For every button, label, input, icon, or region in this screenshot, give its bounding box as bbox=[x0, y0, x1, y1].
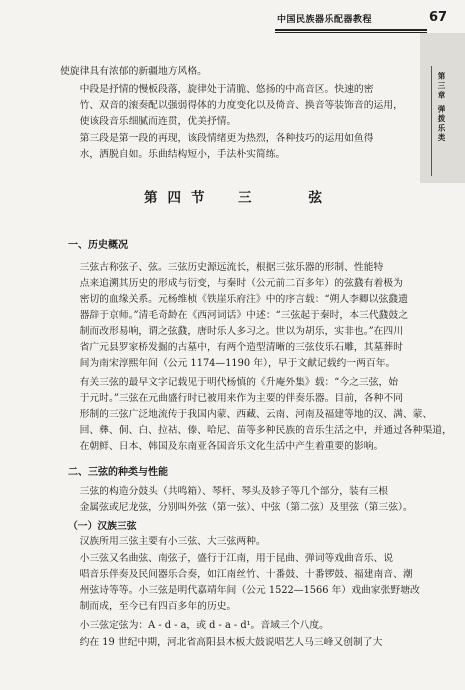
header-rule-thick bbox=[275, 29, 427, 31]
text-line: 中段是抒情的慢板段落，旋律处于清脆、悠扬的中高音区。快速的密 bbox=[79, 84, 374, 95]
heading-history: 一、历史概况 bbox=[68, 240, 128, 251]
header-rule-thin bbox=[275, 32, 427, 33]
text-line: 间为南宋淳熙年间（公元 1174—1190 年），早于文献记载约一两百年。 bbox=[79, 358, 396, 369]
text-line: 约在 19 世纪中期，河北省高阳县木板大鼓说唱艺人马三峰又创制了大 bbox=[79, 637, 383, 648]
text-line: 有关三弦的最早文字记载见于明代杨慎的《升庵外集》载：“今之三弦，始 bbox=[79, 377, 399, 388]
text-line: 汉族所用三弦主要有小三弦、大三弦两种。 bbox=[79, 536, 266, 547]
paragraph-2 bbox=[60, 82, 403, 130]
text-line: 省广元县罗家桥发掘的古墓中，有两个造型清晰的三弦伎乐石雕，其墓葬时 bbox=[79, 342, 403, 353]
paragraph-5 bbox=[60, 375, 452, 455]
text-line: 三弦的构造分鼓头（共鸣箱）、琴杆、琴头及轸子等几个部分，装有三根 bbox=[79, 486, 389, 497]
text-line: 形制的三弦广泛地流传于我国内蒙、西藏、云南、河南及福建等地的汉、满、蒙、 bbox=[79, 409, 433, 420]
chapter-edge-line bbox=[431, 66, 432, 176]
heading-types: 二、三弦的种类与性能 bbox=[68, 467, 168, 478]
text-line: 点来追溯其历史的形成与衍变，与秦时（公元前二百多年）的弦鼗有着极为 bbox=[79, 278, 403, 289]
text-line: 三弦古称弦子、弦。三弦历史源远流长，根据三弦乐器的形制、性能特 bbox=[79, 262, 384, 273]
text-line: 于元时。”三弦在元曲盛行时已被用来作为主要的伴奏乐器。目前，各种不同 bbox=[79, 393, 403, 404]
heading-han-sanxian: （一）汉族三弦 bbox=[68, 521, 137, 532]
section-title: 第四节 三 弦 bbox=[144, 190, 332, 206]
text-line: 金属弦或尼龙弦，分别叫外弦（第一弦）、中弦（第二弦）及里弦（第三弦）。 bbox=[79, 502, 413, 513]
paragraph-7 bbox=[60, 534, 266, 550]
text-line: 唱音乐伴奏及民间器乐合奏，如江南丝竹、十番鼓、十番锣鼓、福建南音、潮 bbox=[79, 569, 413, 580]
paragraph-4 bbox=[60, 260, 408, 372]
text-line: 器辞于京师。”清毛奇龄在《西河词话》中述：“三弦起于秦时，本三代鼗鼓之 bbox=[79, 310, 409, 321]
text-line: 第三段是第一段的再现，该段情绪更为热烈，各种技巧的运用如鱼得 bbox=[79, 133, 374, 144]
text-line: 小三弦又名曲弦、南弦子，盛行于江南，用于昆曲、弹词等戏曲音乐、说 bbox=[79, 553, 394, 564]
running-head: 中国民族器乐配器教程 bbox=[277, 15, 373, 25]
text-line: 密切的血缘关系。元杨维桢《铁崖乐府注》中的序言载：“朔人李卿以弦鼗遗 bbox=[79, 294, 408, 305]
text-line: 使旋律具有浓郁的新疆地方风格。 bbox=[60, 66, 207, 77]
text-line: 制而成，至今已有四百多年的历史。 bbox=[79, 601, 237, 612]
paragraph-3 bbox=[60, 131, 374, 163]
page-number: 67 bbox=[429, 10, 448, 25]
paragraph-9 bbox=[60, 618, 329, 634]
text-line: 州弦诗等等。小三弦是明代嘉靖年间（公元 1522—1566 年）戏曲家张野塘改 bbox=[79, 585, 420, 596]
text-line: 水，洒脱自如。乐曲结构短小，手法朴实简练。 bbox=[79, 149, 286, 160]
text-line: 制而改形易响，谓之弦鼗，唐时乐人多习之。世以为胡乐，实非也。”在四川 bbox=[79, 326, 403, 337]
text-line: 在朝鲜、日本、韩国及东南亚各国音乐文化生活中产生着重要的影响。 bbox=[79, 441, 384, 452]
paragraph-1 bbox=[60, 64, 207, 80]
text-line: 竹、双音的滚奏配以强弱得体的力度变化以及倚音、换音等装饰音的运用， bbox=[79, 100, 403, 111]
text-line: 回、彝、侗、白、拉祜、傣、哈尼、苗等多种民族的音乐生活之中，并通过各种渠道， bbox=[79, 425, 452, 436]
paragraph-10 bbox=[60, 635, 382, 651]
text-line: 小三弦定弦为：A - d - a，或 d - a - d¹。音域三个八度。 bbox=[79, 620, 329, 631]
text-line: 使该段音乐细腻而连贯，优美抒情。 bbox=[79, 116, 237, 127]
paragraph-8 bbox=[60, 551, 420, 615]
paragraph-6 bbox=[60, 484, 413, 516]
chapter-edge-label: 第三章 弹拨乐类 bbox=[437, 72, 446, 144]
